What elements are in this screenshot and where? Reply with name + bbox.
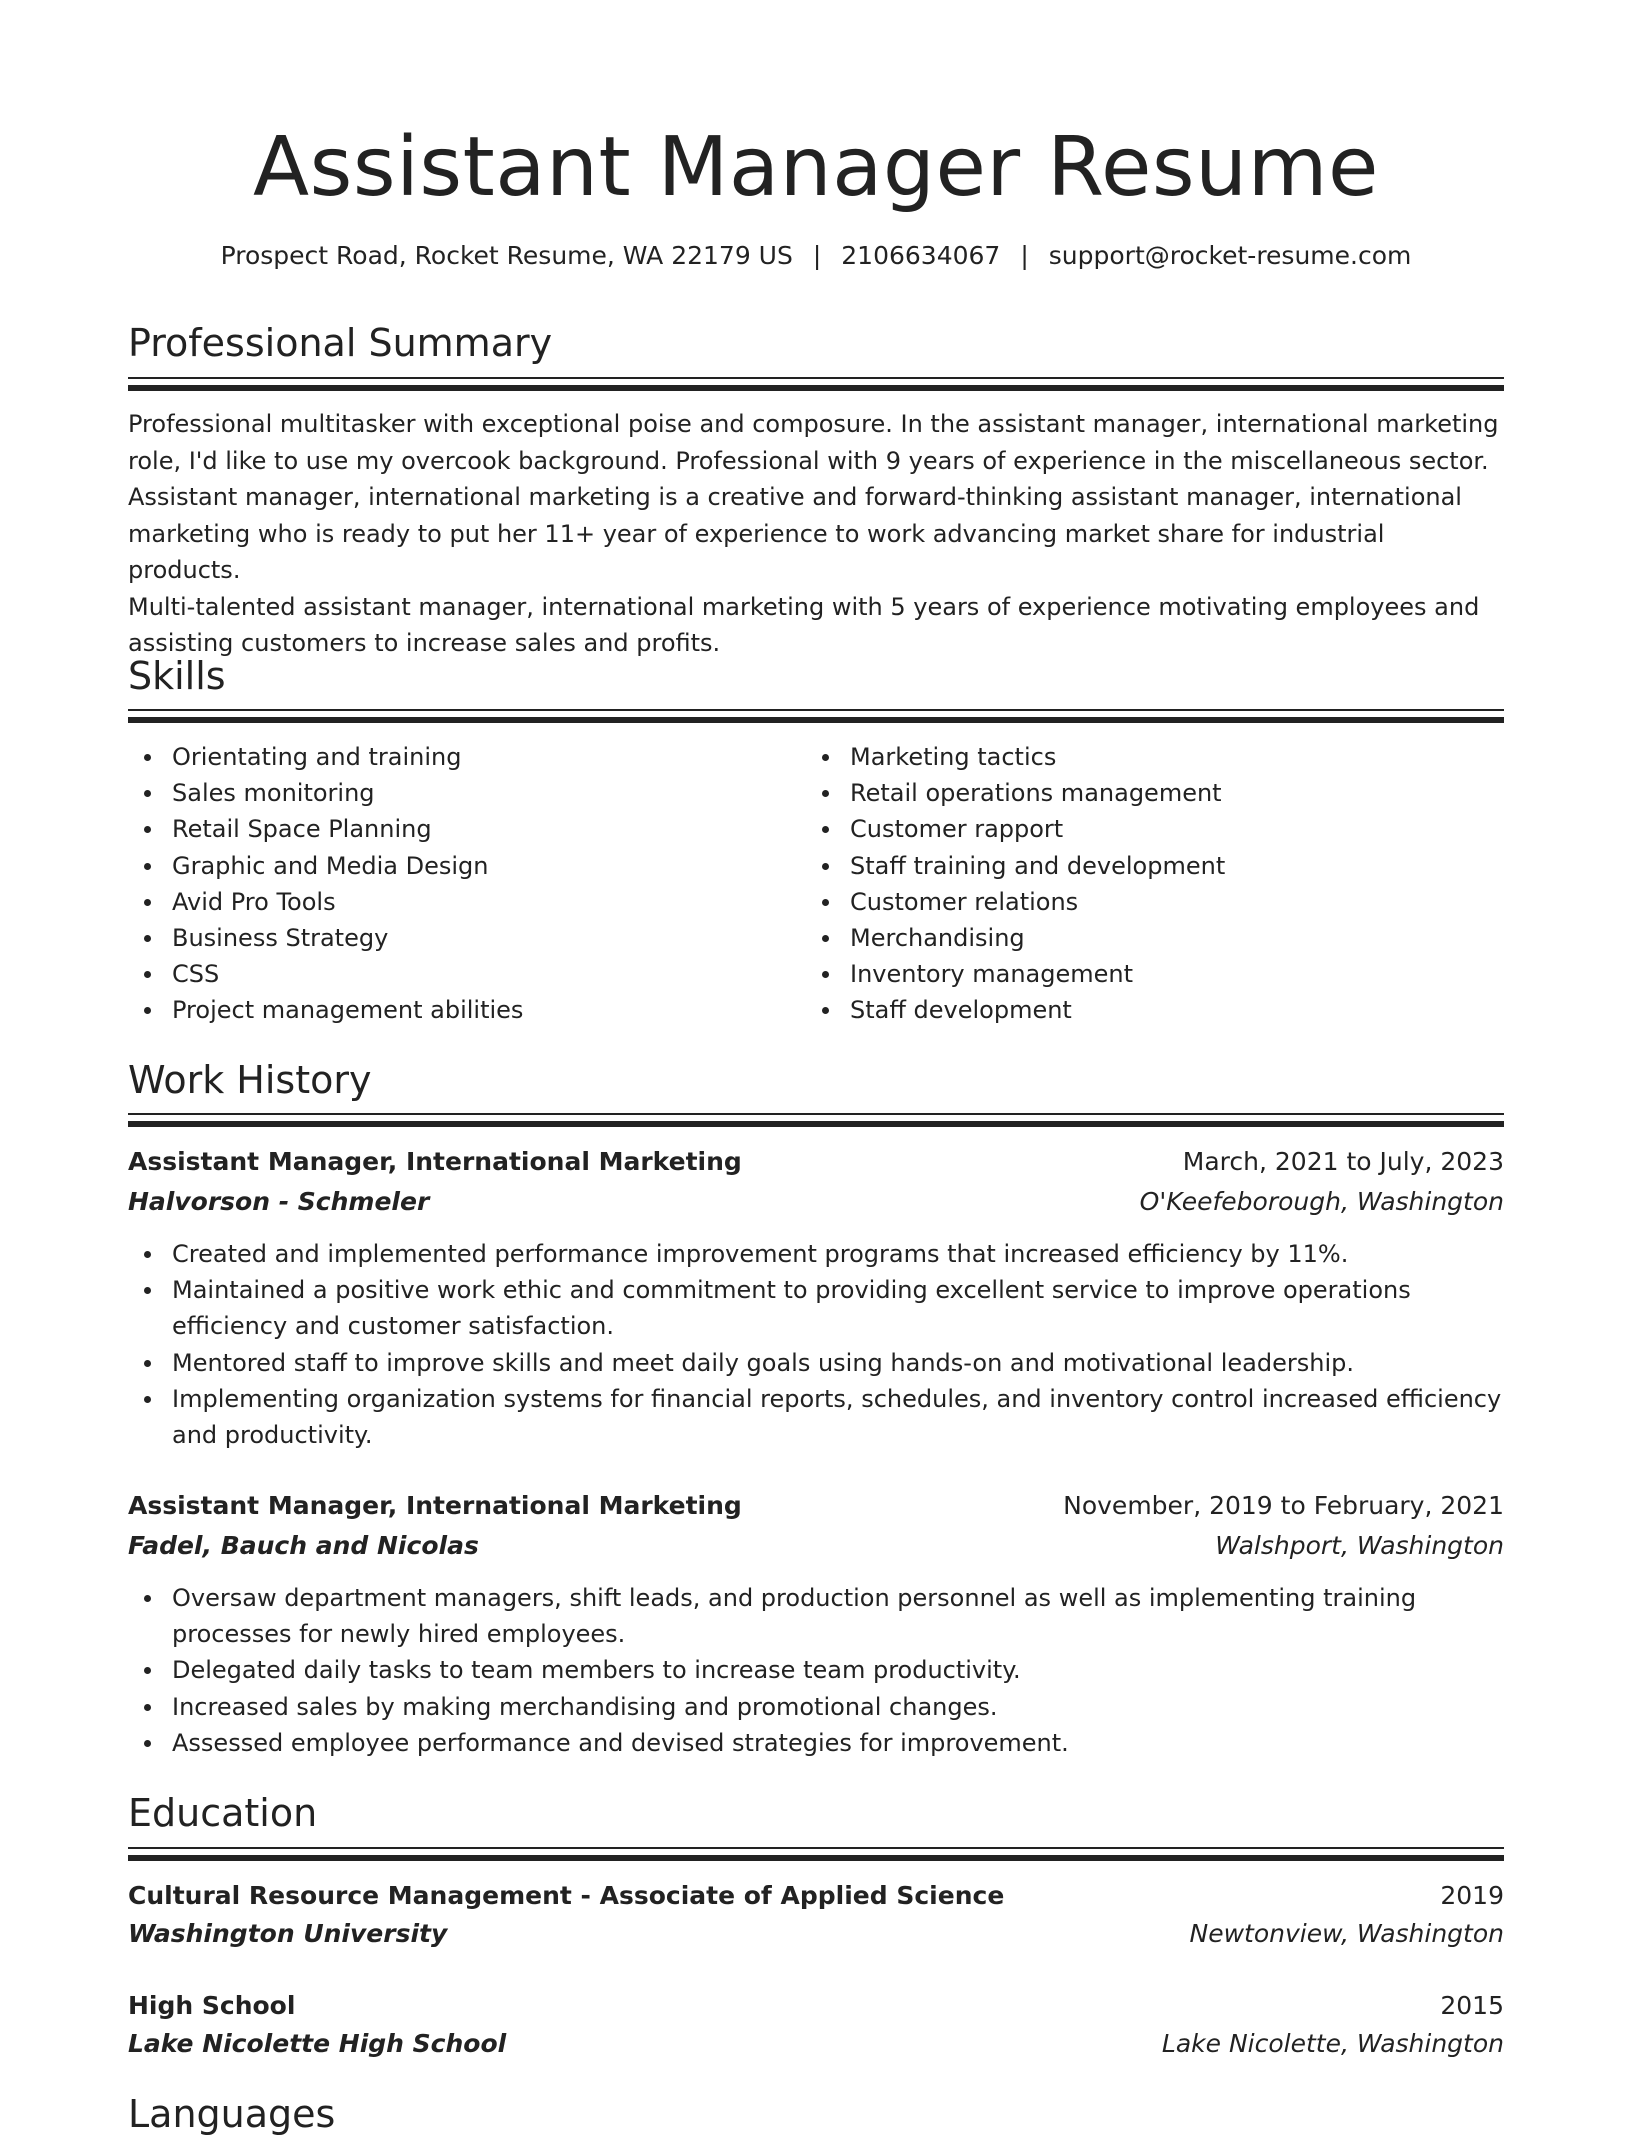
section-divider [128, 1847, 1504, 1863]
contact-line [128, 238, 1504, 274]
summary-paragraph [128, 406, 1504, 662]
skill-item: Avid Pro Tools [128, 884, 768, 920]
separator: | [812, 241, 822, 270]
job-bullets [128, 1580, 1504, 1761]
skill-item: Business Strategy [128, 920, 768, 956]
resume-title: Assistant Manager Resume [253, 120, 1379, 215]
education-degree: Cultural Resource Management - Associate of Applied Science [128, 1881, 1005, 1910]
education-school: Washington University [128, 1919, 448, 1948]
education-header [128, 1877, 1504, 1915]
job-header [128, 1487, 1504, 1525]
education-school: Lake Nicolette High School [128, 2029, 507, 2058]
summary-line: Multi-talented assistant manager, international marketing with 5 years of experience motivating employees and [128, 592, 1480, 621]
summary-line: Assistant manager, international marketing is a creative and forward-thinking assistant manager, international [128, 483, 1462, 511]
skills-list-left [128, 739, 768, 1029]
job-bullets [128, 1236, 1504, 1453]
job-bullet: Created and implemented performance improvement programs that increased efficiency by 11%. [128, 1236, 1504, 1272]
phone: 2106634067 [841, 241, 1001, 270]
skills-list-right [806, 739, 1446, 1029]
education-subheader [128, 1915, 1504, 1953]
skill-item: Sales monitoring [128, 775, 768, 811]
job-company: Halvorson - Schmeler [128, 1187, 430, 1216]
education-header [128, 1987, 1504, 2025]
skill-item: Inventory management [806, 956, 1446, 992]
skill-item: Staff development [806, 992, 1446, 1028]
summary-line: marketing who is ready to put her 11+ year of experience to work advancing market share for industrial products. [128, 519, 1385, 584]
education-year: 2019 [1440, 1881, 1504, 1910]
skill-item: Orientating and training [128, 739, 768, 775]
job-bullet: Mentored staff to improve skills and meet daily goals using hands-on and motivational leadership. [128, 1345, 1504, 1381]
skill-item: CSS [128, 956, 768, 992]
email-link[interactable]: support@rocket-resume.com [1048, 241, 1412, 270]
job-subheader [128, 1527, 1504, 1565]
job-bullet: Implementing organization systems for financial reports, schedules, and inventory control increased efficiency and productivity. [128, 1381, 1504, 1453]
section-title-languages: Languages [128, 2092, 336, 2136]
job-location: Walshport, Washington [1215, 1531, 1504, 1560]
skill-item: Staff training and development [806, 848, 1446, 884]
section-divider [128, 709, 1504, 725]
job-dates: March, 2021 to July, 2023 [1182, 1147, 1504, 1176]
section-divider [128, 377, 1504, 393]
separator: | [1020, 241, 1029, 270]
education-year: 2015 [1440, 1991, 1504, 2020]
summary-line: Professional multitasker with exceptional poise and composure. In the assistant manager, international marketing [128, 410, 1499, 438]
skill-item: Marketing tactics [806, 739, 1446, 775]
summary-line: role, I'd like to use my overcook background. Professional with 9 years of experience in the miscellaneous sector. [128, 446, 1489, 475]
job-company: Fadel, Bauch and Nicolas [128, 1531, 479, 1560]
job-bullet: Delegated daily tasks to team members to increase team productivity. [128, 1652, 1504, 1688]
section-title-education: Education [128, 1791, 318, 1835]
job-bullet: Increased sales by making merchandising and promotional changes. [128, 1689, 1504, 1725]
address: Prospect Road, Rocket Resume, WA 22179 US [220, 241, 793, 270]
education-location: Lake Nicolette, Washington [1161, 2029, 1504, 2058]
skill-item: Graphic and Media Design [128, 848, 768, 884]
section-title-summary: Professional Summary [128, 321, 553, 365]
education-degree: High School [128, 1991, 296, 2020]
job-header [128, 1143, 1504, 1181]
skill-item: Merchandising [806, 920, 1446, 956]
skill-item: Retail Space Planning [128, 811, 768, 847]
education-location: Newtonview, Washington [1189, 1919, 1504, 1948]
job-subheader [128, 1183, 1504, 1221]
summary-line: assisting customers to increase sales and profits. [128, 629, 721, 657]
job-bullet: Assessed employee performance and devised strategies for improvement. [128, 1725, 1504, 1761]
job-bullet: Oversaw department managers, shift leads, and production personnel as well as implementing training processes for newly hired employees. [128, 1580, 1504, 1652]
section-divider [128, 1113, 1504, 1129]
job-bullet: Maintained a positive work ethic and commitment to providing excellent service to improve operations efficiency and customer satisfaction. [128, 1272, 1504, 1344]
education-subheader [128, 2025, 1504, 2063]
job-role: Assistant Manager, International Marketing [128, 1491, 742, 1520]
job-role: Assistant Manager, International Marketing [128, 1147, 742, 1176]
skill-item: Project management abilities [128, 992, 768, 1028]
job-dates: November, 2019 to February, 2021 [1063, 1491, 1504, 1520]
skill-item: Customer rapport [806, 811, 1446, 847]
section-title-skills: Skills [128, 654, 226, 698]
job-location: O'Keefeborough, Washington [1139, 1187, 1504, 1216]
skill-item: Retail operations management [806, 775, 1446, 811]
section-title-work-history: Work History [128, 1058, 372, 1102]
skill-item: Customer relations [806, 884, 1446, 920]
